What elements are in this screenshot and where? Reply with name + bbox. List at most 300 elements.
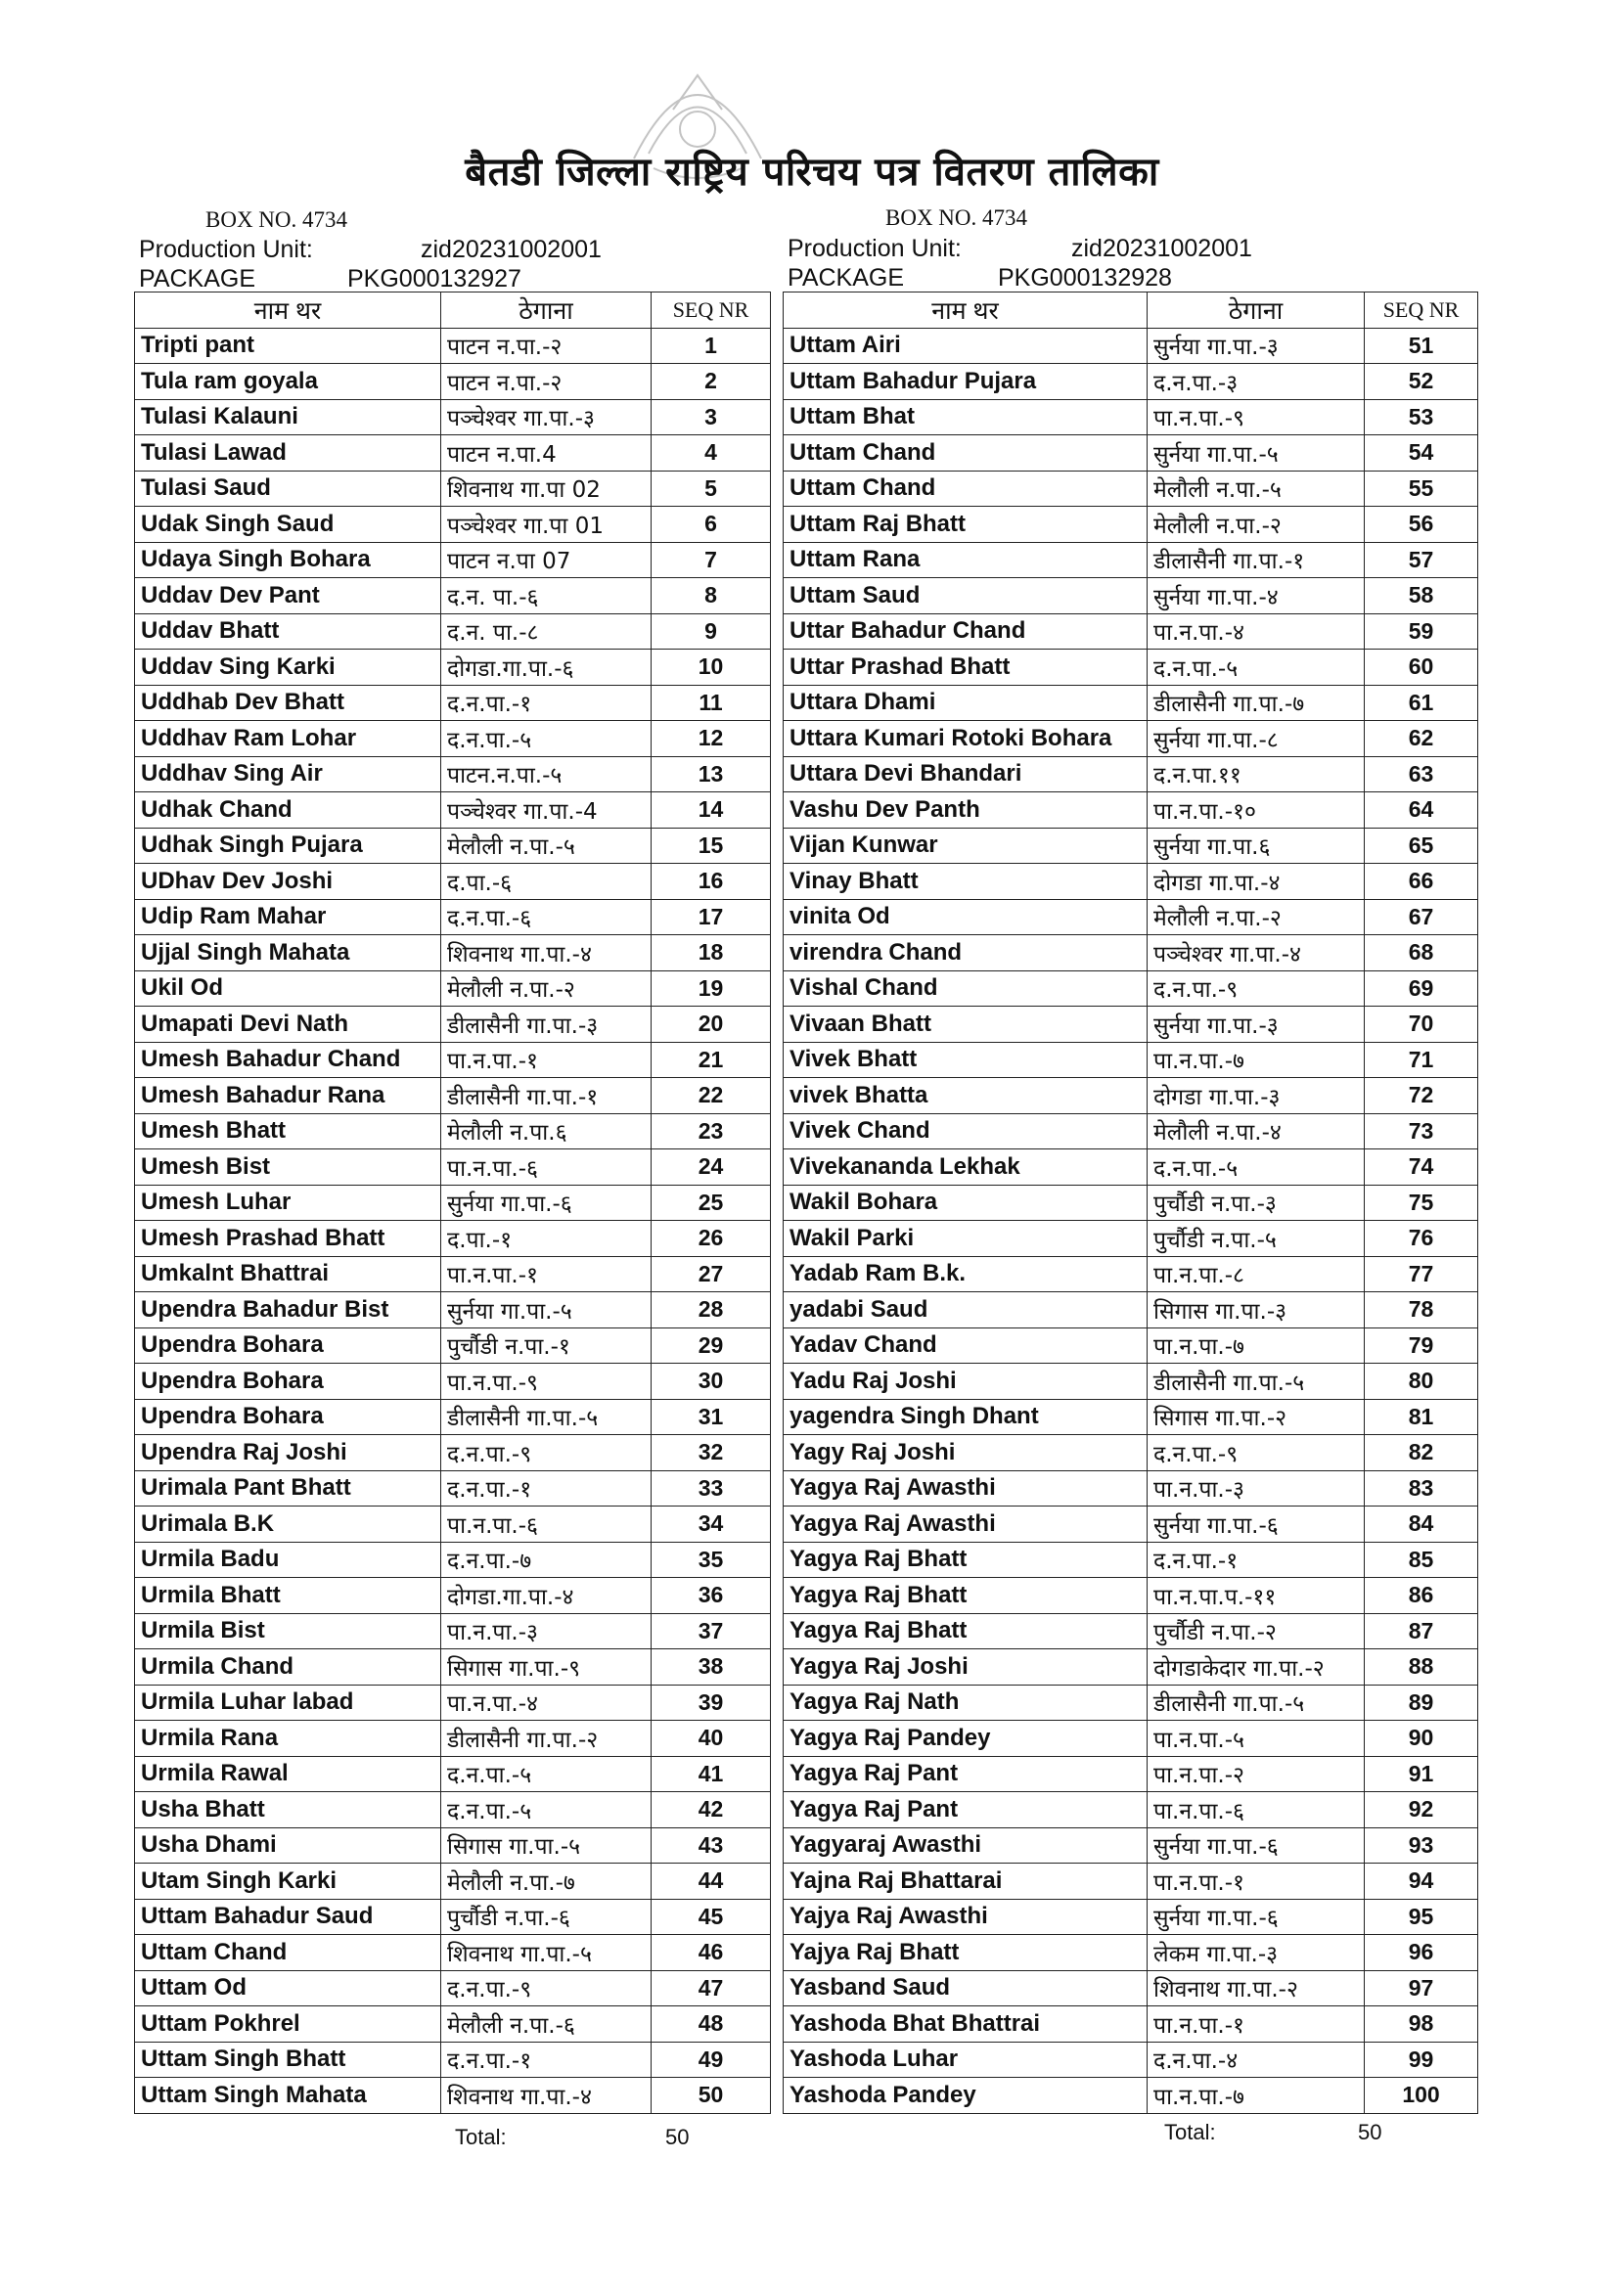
addr-cell: डीलासैनी गा.पा.-२ [441,1721,652,1757]
addr-cell: द.न.पा.-९ [1148,1435,1365,1471]
name-cell: Yagya Raj Pandey [784,1721,1148,1757]
addr-cell: डीलासैनी गा.पा.-३ [441,1007,652,1043]
seq-cell: 66 [1365,864,1478,900]
addr-cell: सुर्नया गा.पा.-६ [1148,1827,1365,1864]
addr-cell: पा.न.पा.-१ [441,1042,652,1078]
seq-cell: 86 [1365,1578,1478,1614]
seq-cell: 56 [1365,507,1478,543]
name-cell: Umapati Devi Nath [135,1007,441,1043]
addr-cell: पाटन न.पा.-२ [441,364,652,400]
name-cell: Yashoda Pandey [784,2078,1148,2114]
addr-cell: सिगास गा.पा.-२ [1148,1399,1365,1435]
name-cell: Udak Singh Saud [135,507,441,543]
addr-cell: सुर्नया गा.पा.-५ [1148,435,1365,472]
address-column-header: ठेगाना [441,292,652,329]
table-row [784,1292,1478,1328]
name-cell: Uttam Airi [784,328,1148,364]
addr-cell: मेलौली न.पा.६ [441,1113,652,1149]
table-row [784,1649,1478,1686]
addr-cell: मेलौली न.पा.-६ [441,2006,652,2043]
seq-cell: 2 [652,364,771,400]
addr-cell: शिवनाथ गा.पा.-५ [441,1935,652,1971]
name-cell: Uttam Chand [784,471,1148,507]
table-row [135,1364,771,1400]
name-cell: Vashu Dev Panth [784,792,1148,829]
name-cell: Uttam Rana [784,542,1148,578]
addr-cell: पा.न.पा.-३ [441,1613,652,1649]
name-cell: Uttam Bahadur Saud [135,1899,441,1935]
name-cell: Uttam Saud [784,578,1148,614]
name-cell: virendra Chand [784,935,1148,971]
table-row [784,1007,1478,1043]
name-cell: Urmila Rawal [135,1756,441,1792]
table-row [784,471,1478,507]
addr-cell: द.न.पा.-१ [441,685,652,721]
addr-cell: डीलासैनी गा.पा.-५ [1148,1685,1365,1721]
table-row [784,2078,1478,2114]
addr-cell: द.न.पा.-९ [441,1970,652,2006]
addr-cell: द.न.पा.-६ [441,899,652,935]
name-cell: Umkalnt Bhattrai [135,1256,441,1292]
name-cell: Uttam Chand [135,1935,441,1971]
table-row [135,613,771,650]
seq-cell: 4 [652,435,771,472]
seq-cell: 19 [652,970,771,1007]
table-row [135,650,771,686]
name-cell: Urmila Chand [135,1649,441,1686]
name-cell: Udaya Singh Bohara [135,542,441,578]
addr-cell: सुर्नया गा.पा.-३ [1148,1007,1365,1043]
addr-cell: द.न.पा.-५ [1148,650,1365,686]
addr-cell: मेलौली न.पा.-२ [1148,899,1365,935]
addr-cell: पा.न.पा.-१ [1148,1864,1365,1900]
table-row [135,1185,771,1221]
seq-cell: 75 [1365,1185,1478,1221]
table-row [784,507,1478,543]
addr-cell: लेकम गा.पा.-३ [1148,1935,1365,1971]
table-row [784,756,1478,792]
right-total-value: 50 [1358,2120,1382,2144]
right-box-number: BOX NO. 4734 [885,205,1028,230]
seq-cell: 35 [652,1542,771,1578]
seq-cell: 42 [652,1792,771,1828]
name-cell: Tulasi Kalauni [135,399,441,435]
left-package-label: PACKAGE [139,265,256,292]
addr-cell: पा.न.पा.-४ [441,1685,652,1721]
addr-cell: मेलौली न.पा.-५ [1148,471,1365,507]
addr-cell: सुर्नया गा.पा.-६ [1148,1507,1365,1543]
seq-cell: 61 [1365,685,1478,721]
addr-cell: दोगडा गा.पा.-३ [1148,1078,1365,1114]
table-row [135,2006,771,2043]
name-cell: Ukil Od [135,970,441,1007]
addr-cell: मेलौली न.पा.-७ [441,1864,652,1900]
seq-cell: 38 [652,1649,771,1686]
name-cell: Upendra Bohara [135,1364,441,1400]
table-row [135,578,771,614]
addr-cell: पा.न.पा.-३ [1148,1470,1365,1507]
table-row [784,1185,1478,1221]
table-row [135,899,771,935]
table-row [784,613,1478,650]
table-row [784,1827,1478,1864]
name-cell: Yashoda Luhar [784,2042,1148,2078]
seq-cell: 79 [1365,1327,1478,1364]
addr-cell: पा.न.पा.-६ [441,1149,652,1186]
seq-cell: 63 [1365,756,1478,792]
table-row [784,1685,1478,1721]
seq-cell: 83 [1365,1470,1478,1507]
name-cell: Uttara Dhami [784,685,1148,721]
table-row [135,1685,771,1721]
seq-cell: 17 [652,899,771,935]
table-row [135,1792,771,1828]
seq-cell: 1 [652,328,771,364]
seq-cell: 72 [1365,1078,1478,1114]
seq-cell: 84 [1365,1507,1478,1543]
table-row [135,1149,771,1186]
name-cell: Vivekananda Lekhak [784,1149,1148,1186]
name-cell: Upendra Bohara [135,1399,441,1435]
table-row [784,1078,1478,1114]
seq-cell: 88 [1365,1649,1478,1686]
addr-cell: शिवनाथ गा.पा.-२ [1148,1970,1365,2006]
table-row [784,1864,1478,1900]
name-cell: Yadu Raj Joshi [784,1364,1148,1400]
addr-cell: पा.न.पा.-७ [1148,1042,1365,1078]
table-row [784,721,1478,757]
seq-cell: 82 [1365,1435,1478,1471]
addr-cell: पा.न.पा.-७ [1148,1327,1365,1364]
name-cell: Uttam Singh Mahata [135,2078,441,2114]
name-cell: Urmila Rana [135,1721,441,1757]
addr-cell: मेलौली न.पा.-४ [1148,1113,1365,1149]
seq-cell: 44 [652,1864,771,1900]
table-row [135,864,771,900]
left-distribution-table [134,292,771,2114]
table-row [135,2042,771,2078]
seq-cell: 60 [1365,650,1478,686]
addr-cell: पा.न.पा.-७ [1148,2078,1365,2114]
table-row [135,507,771,543]
name-cell: Wakil Parki [784,1221,1148,1257]
seq-cell: 65 [1365,828,1478,864]
seq-cell: 37 [652,1613,771,1649]
table-row [135,399,771,435]
name-cell: Umesh Bist [135,1149,441,1186]
addr-cell: द.न. पा.-६ [441,578,652,614]
seq-cell: 81 [1365,1399,1478,1435]
table-row [135,828,771,864]
name-cell: Umesh Prashad Bhatt [135,1221,441,1257]
addr-cell: सुर्नया गा.पा.-८ [1148,721,1365,757]
name-cell: Yagya Raj Awasthi [784,1470,1148,1507]
table-row [784,1935,1478,1971]
addr-cell: पा.न.पा.प.-११ [1148,1578,1365,1614]
name-cell: Uttara Devi Bhandari [784,756,1148,792]
name-cell: Uddhav Sing Air [135,756,441,792]
addr-cell: पा.न.पा.-६ [441,1507,652,1543]
addr-cell: पाटन न.पा.4 [441,435,652,472]
seq-cell: 87 [1365,1613,1478,1649]
addr-cell: सुर्नया गा.पा.-४ [1148,578,1365,614]
name-cell: Uttar Bahadur Chand [784,613,1148,650]
addr-cell: पाटन न.पा.-२ [441,328,652,364]
seq-cell: 49 [652,2042,771,2078]
table-row [135,1542,771,1578]
right-package-id: PKG000132928 [998,264,1172,292]
name-column-header: नाम थर [135,292,441,329]
addr-cell: सुर्नया गा.पा.-५ [441,1292,652,1328]
addr-cell: द.न.पा.-३ [1148,364,1365,400]
seq-cell: 67 [1365,899,1478,935]
name-cell: Yagya Raj Awasthi [784,1507,1148,1543]
table-row [784,435,1478,472]
name-cell: Urmila Badu [135,1542,441,1578]
table-row [135,542,771,578]
left-production-unit-label: Production Unit: [139,236,313,263]
seq-cell: 50 [652,2078,771,2114]
name-cell: yadabi Saud [784,1292,1148,1328]
seq-cell: 20 [652,1007,771,1043]
table-row [135,1756,771,1792]
table-row [784,1256,1478,1292]
addr-cell: द.न.पा.-१ [1148,1542,1365,1578]
addr-cell: पुर्चौडी न.पा.-६ [441,1899,652,1935]
table-row [784,1113,1478,1149]
table-row [135,1256,771,1292]
seq-cell: 31 [652,1399,771,1435]
name-cell: Yajya Raj Awasthi [784,1899,1148,1935]
table-row [135,1935,771,1971]
table-row [784,1507,1478,1543]
table-row [784,1970,1478,2006]
seq-cell: 12 [652,721,771,757]
seq-cell: 40 [652,1721,771,1757]
name-column-header: नाम थर [784,292,1148,329]
table-row [135,1507,771,1543]
name-cell: Ujjal Singh Mahata [135,935,441,971]
table-row [135,471,771,507]
right-distribution-table [783,292,1478,2114]
addr-cell: सुर्नया गा.पा.-६ [441,1185,652,1221]
table-row [135,1970,771,2006]
addr-cell: मेलौली न.पा.-२ [1148,507,1365,543]
seq-cell: 52 [1365,364,1478,400]
table-row [784,1721,1478,1757]
seq-cell: 41 [652,1756,771,1792]
seq-cell: 10 [652,650,771,686]
right-production-unit-label: Production Unit: [788,235,962,262]
table-row [784,1578,1478,1614]
name-cell: Yagy Raj Joshi [784,1435,1148,1471]
addr-cell: दोगडाकेदार गा.पा.-२ [1148,1649,1365,1686]
addr-cell: दोगडा.गा.पा.-६ [441,650,652,686]
name-cell: Urimala Pant Bhatt [135,1470,441,1507]
name-cell: Vivek Chand [784,1113,1148,1149]
name-cell: Yagya Raj Nath [784,1685,1148,1721]
seq-cell: 43 [652,1827,771,1864]
name-cell: Umesh Bahadur Chand [135,1042,441,1078]
table-row [135,1613,771,1649]
table-row [784,542,1478,578]
name-cell: Yagya Raj Pant [784,1792,1148,1828]
name-cell: Uttar Prashad Bhatt [784,650,1148,686]
table-row [784,1221,1478,1257]
name-cell: yagendra Singh Dhant [784,1399,1148,1435]
left-total-label: Total: [455,2125,507,2149]
table-row [135,364,771,400]
addr-cell: द.न.पा.-९ [1148,970,1365,1007]
name-cell: Vinay Bhatt [784,864,1148,900]
table-row [784,899,1478,935]
table-row [784,828,1478,864]
addr-cell: सिगास गा.पा.-५ [441,1827,652,1864]
seq-cell: 94 [1365,1864,1478,1900]
addr-cell: पुर्चौडी न.पा.-१ [441,1327,652,1364]
seq-cell: 13 [652,756,771,792]
table-row [135,1578,771,1614]
addr-cell: पा.न.पा.-१ [1148,2006,1365,2043]
right-total-label: Total: [1164,2120,1216,2144]
table-row [784,1542,1478,1578]
table-row [784,1470,1478,1507]
seq-cell: 71 [1365,1042,1478,1078]
name-cell: Yasband Saud [784,1970,1148,2006]
table-row [784,578,1478,614]
table-row [135,1042,771,1078]
name-cell: Tulasi Saud [135,471,441,507]
name-cell: Upendra Bohara [135,1327,441,1364]
seq-cell: 74 [1365,1149,1478,1186]
seq-cell: 59 [1365,613,1478,650]
table-row [135,935,771,971]
seq-cell: 9 [652,613,771,650]
addr-cell: पा.न.पा.-९ [441,1364,652,1400]
seq-cell: 45 [652,1899,771,1935]
addr-cell: डीलासैनी गा.पा.-१ [441,1078,652,1114]
addr-cell: द.न.पा.-५ [441,1792,652,1828]
left-production-unit: zid20231002001 [421,236,602,263]
table-row [135,1827,771,1864]
table-row [135,1721,771,1757]
addr-cell: पा.न.पा.-८ [1148,1256,1365,1292]
table-row [135,1327,771,1364]
addr-cell: पा.न.पा.-४ [1148,613,1365,650]
addr-cell: पुर्चौडी न.पा.-२ [1148,1613,1365,1649]
seq-cell: 47 [652,1970,771,2006]
seq-cell: 90 [1365,1721,1478,1757]
table-row [135,1007,771,1043]
table-row [784,364,1478,400]
seq-cell: 76 [1365,1221,1478,1257]
addr-cell: द.न.पा.-५ [441,721,652,757]
addr-cell: द.पा.-१ [441,1221,652,1257]
seq-cell: 78 [1365,1292,1478,1328]
name-cell: Uttam Od [135,1970,441,2006]
seq-cell: 5 [652,471,771,507]
seq-cell: 16 [652,864,771,900]
table-row [784,685,1478,721]
addr-cell: डीलासैनी गा.पा.-५ [441,1399,652,1435]
addr-cell: डीलासैनी गा.पा.-७ [1148,685,1365,721]
page-title: बैतडी जिल्ला राष्ट्रिय परिचय पत्र वितरण तालिका [465,150,1159,195]
table-row [784,399,1478,435]
table-row [135,1864,771,1900]
seq-cell: 51 [1365,328,1478,364]
addr-cell: द.न.पा.-७ [441,1542,652,1578]
table-row [784,1399,1478,1435]
table-row [135,1899,771,1935]
table-row [784,864,1478,900]
addr-cell: पञ्चेश्वर गा.पा.-३ [441,399,652,435]
left-package-id: PKG000132927 [347,265,521,292]
seq-column-header: SEQ NR [652,292,771,329]
name-cell: Yagya Raj Pant [784,1756,1148,1792]
name-cell: Yagyaraj Awasthi [784,1827,1148,1864]
seq-cell: 100 [1365,2078,1478,2114]
seq-cell: 36 [652,1578,771,1614]
name-cell: Tulasi Lawad [135,435,441,472]
name-cell: Umesh Luhar [135,1185,441,1221]
name-cell: Yajya Raj Bhatt [784,1935,1148,1971]
seq-cell: 73 [1365,1113,1478,1149]
name-cell: Uttam Bhat [784,399,1148,435]
name-cell: Uttam Bahadur Pujara [784,364,1148,400]
seq-cell: 48 [652,2006,771,2043]
seq-cell: 64 [1365,792,1478,829]
name-cell: Yagya Raj Bhatt [784,1613,1148,1649]
name-cell: Usha Dhami [135,1827,441,1864]
right-production-unit: zid20231002001 [1071,235,1252,262]
seq-cell: 39 [652,1685,771,1721]
addr-cell: डीलासैनी गा.पा.-१ [1148,542,1365,578]
name-cell: Yajna Raj Bhattarai [784,1864,1148,1900]
addr-cell: पुर्चौडी न.पा.-३ [1148,1185,1365,1221]
name-cell: Yadab Ram B.k. [784,1256,1148,1292]
table-row [135,2078,771,2114]
name-cell: Uddav Dev Pant [135,578,441,614]
table-row [784,1792,1478,1828]
seq-cell: 69 [1365,970,1478,1007]
seq-cell: 96 [1365,1935,1478,1971]
address-column-header: ठेगाना [1148,292,1365,329]
seq-cell: 33 [652,1470,771,1507]
name-cell: Yagya Raj Bhatt [784,1542,1148,1578]
seq-cell: 18 [652,935,771,971]
table-row [135,1113,771,1149]
name-cell: Wakil Bohara [784,1185,1148,1221]
name-cell: Umesh Bhatt [135,1113,441,1149]
addr-cell: पाटन.न.पा.-५ [441,756,652,792]
table-row [784,970,1478,1007]
name-cell: vinita Od [784,899,1148,935]
table-row [784,792,1478,829]
table-row [784,1042,1478,1078]
addr-cell: मेलौली न.पा.-२ [441,970,652,1007]
name-cell: Urmila Bhatt [135,1578,441,1614]
addr-cell: पञ्चेश्वर गा.पा.-४ [1148,935,1365,971]
table-row [135,1399,771,1435]
addr-cell: पा.न.पा.-५ [1148,1721,1365,1757]
left-total-value: 50 [665,2125,690,2149]
addr-cell: पा.न.पा.-६ [1148,1792,1365,1828]
table-row [784,935,1478,971]
name-cell: Tripti pant [135,328,441,364]
addr-cell: दोगडा गा.पा.-४ [1148,864,1365,900]
table-row [784,2042,1478,2078]
table-row [784,1364,1478,1400]
